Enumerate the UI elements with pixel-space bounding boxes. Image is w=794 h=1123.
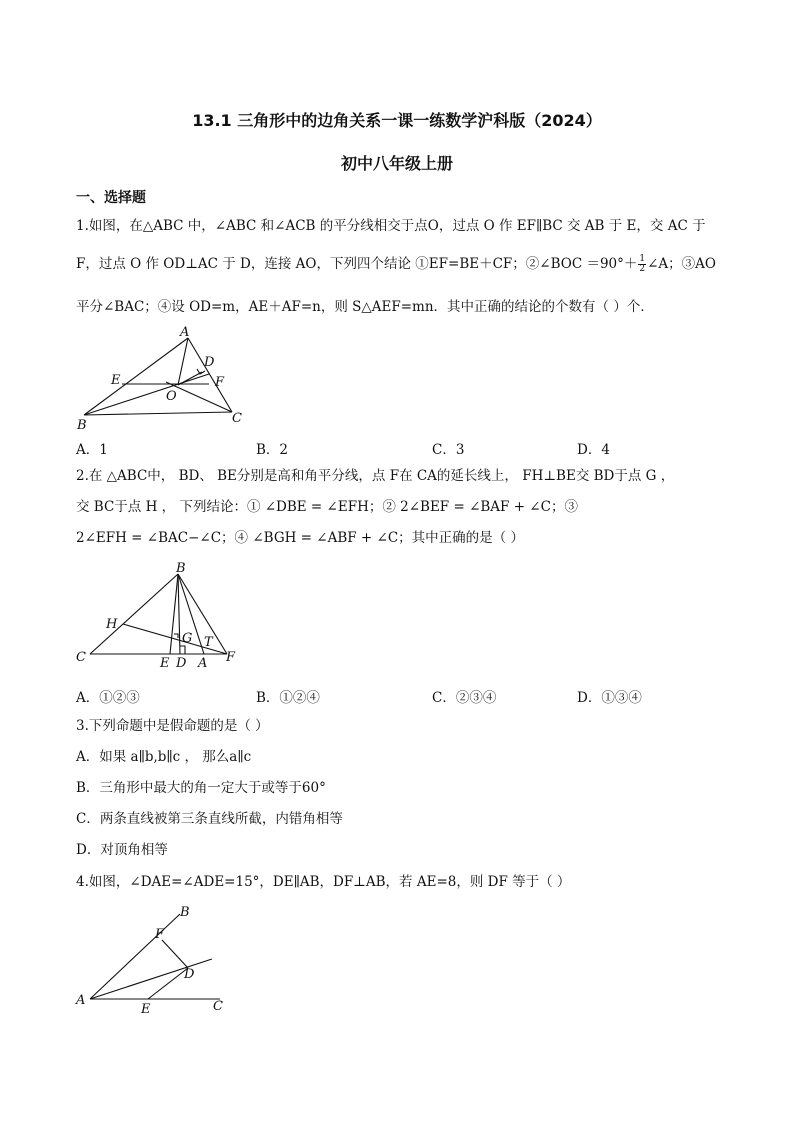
label-h: H — [106, 617, 118, 632]
q1-figure — [70, 322, 260, 434]
ray-ab — [90, 914, 180, 999]
q3-option-a[interactable]: A．如果 a∥b,b∥c ， 那么a∥c — [76, 749, 252, 765]
q1-option-c[interactable]: C．3 — [432, 442, 465, 458]
label-b: B — [77, 418, 87, 433]
q1-line-1: 1.如图，在△ABC 中，∠ABC 和∠ACB 的平分线相交于点O，过点 O 作 EF∥BC 交 AB 于 E，交 AC 于 — [76, 218, 706, 234]
label-e: E — [160, 656, 170, 671]
right-angle-mark-d — [180, 646, 185, 654]
label-a: A — [198, 656, 208, 671]
section-heading: 一、选择题 — [76, 190, 146, 206]
q1-option-d[interactable]: D．4 — [577, 442, 610, 458]
label-a: A — [180, 325, 190, 340]
q1-line-2 — [76, 255, 716, 274]
label-c: C — [232, 411, 242, 426]
label-f: F — [215, 375, 225, 390]
q1-line-2b: ∠A；③AO — [647, 256, 717, 272]
document-subtitle: 初中八年级上册 — [340, 154, 453, 173]
q4-figure — [70, 900, 240, 1020]
label-d: D — [176, 656, 187, 671]
q1-line-3: 平分∠BAC；④设 OD=m，AE＋AF=n，则 S△AEF=mn．其中正确的结论的个数有（ ）个． — [76, 299, 654, 315]
q3-option-b[interactable]: B．三角形中最大的角一定大于或等于60° — [76, 780, 326, 796]
q2-option-b[interactable]: B．①②④ — [256, 690, 320, 706]
one-half-fraction — [638, 255, 646, 274]
q2-line-1: 2.在 △ABC中， BD、 BE分别是高和角平分线，点 F在 CA的延长线上， FH⊥BE交 BD于点 G ， — [76, 468, 675, 484]
segment-bc — [84, 412, 232, 415]
segment-bd — [178, 574, 180, 654]
segment-df — [162, 940, 188, 968]
fraction-numerator: 1 — [639, 254, 646, 264]
label-t: T — [204, 635, 213, 650]
q2-option-c[interactable]: C．②③④ — [432, 690, 497, 706]
segment-od — [178, 372, 202, 385]
document-title: 13.1 三角形中的边角关系一课一练数学沪科版（2024） — [192, 111, 602, 130]
label-a: A — [76, 993, 86, 1008]
label-d: D — [184, 967, 195, 982]
q2-line-2: 交 BC于点 H ， 下列结论：① ∠DBE = ∠EFH；② 2∠BEF = ∠BAF + ∠C；③ — [76, 499, 578, 515]
segment-bc — [90, 574, 178, 654]
q1-option-b[interactable]: B．2 — [256, 442, 289, 458]
q3-stem: 3.下列命题中是假命题的是（ ） — [76, 718, 269, 734]
label-d: D — [204, 355, 215, 370]
label-b: B — [176, 561, 186, 576]
right-angle-mark-g — [174, 634, 178, 638]
q3-option-d[interactable]: D．对顶角相等 — [76, 842, 168, 858]
fraction-denominator: 2 — [639, 264, 646, 274]
q2-figure — [70, 558, 250, 673]
q3-option-c[interactable]: C．两条直线被第三条直线所截，内错角相等 — [76, 811, 343, 827]
segment-ao — [178, 338, 188, 385]
bisector-from-b — [84, 374, 209, 415]
q2-option-d[interactable]: D．①③④ — [577, 690, 642, 706]
label-b: B — [180, 905, 190, 920]
q1-option-a[interactable]: A．1 — [76, 442, 108, 458]
label-e: E — [111, 373, 121, 388]
segment-ed — [148, 968, 188, 999]
q4-stem: 4.如图，∠DAE=∠ADE=15°，DE∥AB，DF⊥AB，若 AE=8，则 DF 等于（ ） — [76, 874, 571, 890]
label-f: F — [155, 927, 165, 942]
q2-option-a[interactable]: A．①②③ — [76, 690, 140, 706]
q1-line-2a: F，过点 O 作 OD⊥AC 于 D，连接 AO，下列四个结论 ①EF=BE＋CF；②∠BOC ＝90°＋ — [76, 256, 638, 272]
segment-ac — [188, 338, 232, 412]
label-g: G — [182, 631, 193, 646]
label-f: F — [226, 650, 236, 665]
label-c: C — [213, 999, 223, 1014]
segment-be — [170, 574, 178, 654]
label-o: O — [166, 389, 177, 404]
label-e: E — [141, 1002, 151, 1017]
q2-line-3: 2∠EFH = ∠BAC−∠C；④ ∠BGH = ∠ABF + ∠C；其中正确的是（ ） — [76, 530, 524, 546]
label-c: C — [76, 650, 86, 665]
